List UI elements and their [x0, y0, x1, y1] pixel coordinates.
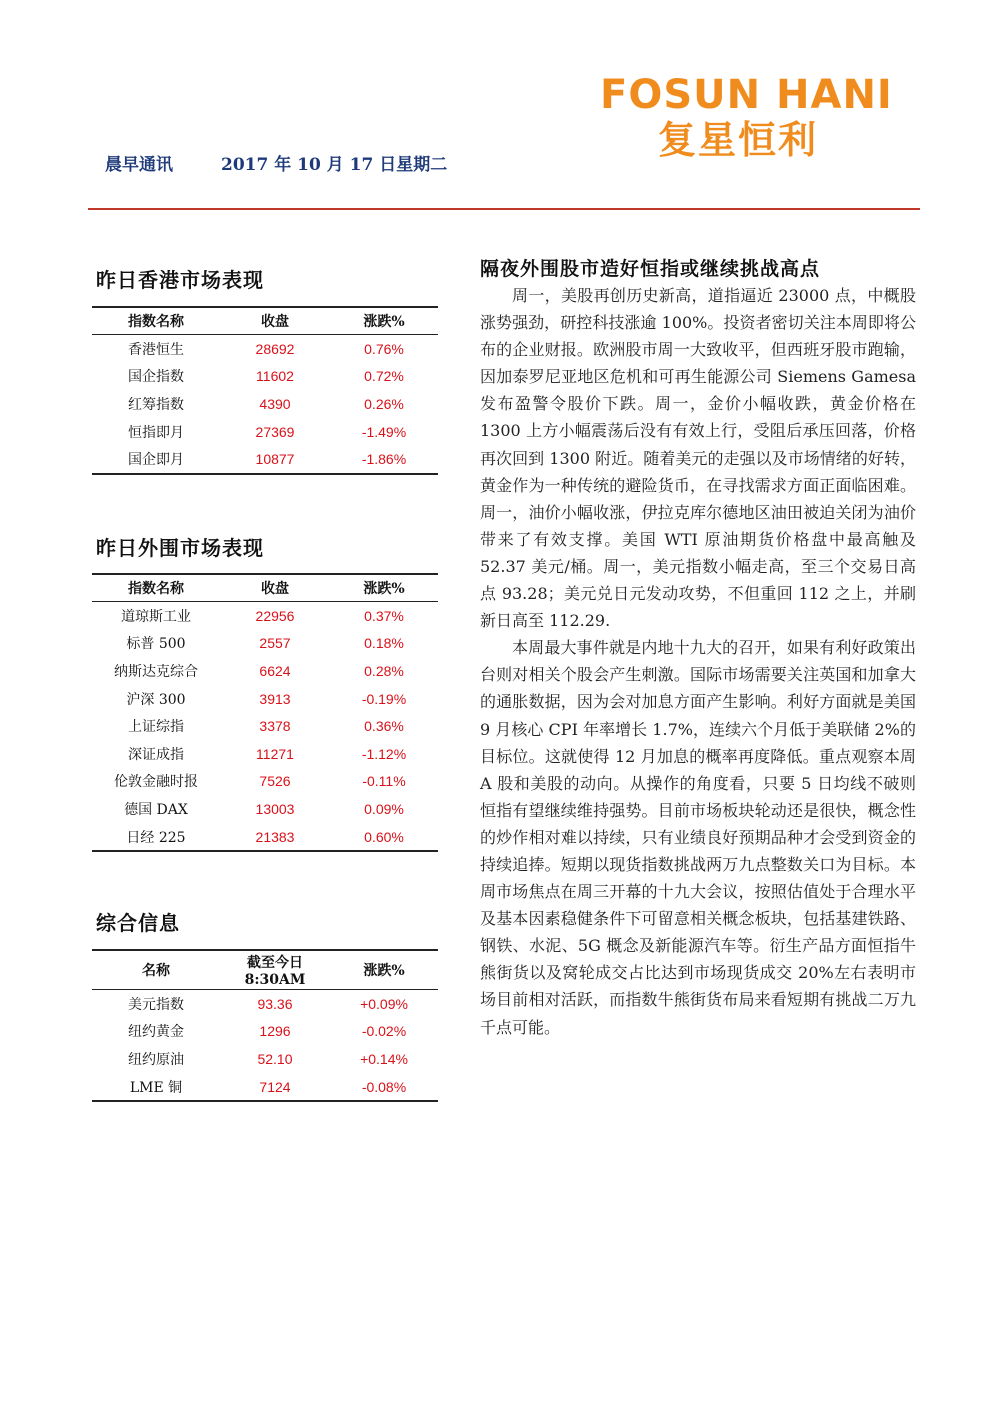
index-name-cell: 深证成指 [128, 746, 184, 763]
table-row [92, 657, 438, 685]
close-value-cell: 13003 [255, 800, 295, 817]
column-header: 指数名称 [92, 574, 220, 602]
change-percent-cell: 0.60% [364, 828, 404, 845]
column-header: 涨跌% [330, 574, 438, 602]
change-percent-cell: 0.36% [364, 718, 404, 735]
table-row [92, 630, 438, 658]
change-percent-cell: -0.02% [361, 1023, 407, 1040]
global-market-table [92, 573, 438, 852]
column-header: 指数名称 [92, 307, 220, 335]
change-percent-cell: -0.08% [361, 1078, 407, 1095]
general-info-table [92, 949, 438, 1102]
column-header: 涨跌% [330, 307, 438, 335]
change-percent-cell: 0.76% [364, 340, 404, 357]
index-name-cell: 伦敦金融时报 [114, 774, 198, 791]
change-percent-cell: 0.72% [364, 368, 404, 385]
index-name-cell: 美元指数 [128, 996, 184, 1013]
general-info-title: 综合信息 [96, 911, 180, 935]
newsletter-header [105, 150, 447, 175]
close-value-cell: 1296 [259, 1023, 291, 1040]
header-divider [88, 208, 920, 210]
logo-chinese: 复星恒利 [658, 118, 819, 162]
table-row [92, 390, 438, 418]
close-value-cell: 2557 [259, 635, 291, 652]
article-paragraph: 周一，美股再创历史新高，道指逼近 23000 点，中概股涨势强劲，研控科技涨逾 100%。投资者密切关注本周即将公布的企业财报。欧洲股市周一大致收平，但西班牙股市跑输，因加泰罗尼亚地区危机和可再生能源公司 Siemens Gamesa 发布盈警令股价下跌。周一，金价小幅收跌，黄金价格在 1300 上方小幅震荡后没有有效上行，受阻后承压回落，价格再次回到 1300 附近。随着美元的走强以及市场情绪的好转，黄金作为一种传统的避险货币，在寻找需求方面正面临困难。周一，油价小幅收涨，伊拉克库尔德地区油田被迫关闭为油价带来了有效支撑。美国 WTI 原油期货价格盘中最高触及 52.37 美元/桶。周一，美元指数小幅走高，至三个交易日高点 93.28；美元兑日元发动攻势，不但重回 112 之上，并刷新日高至 112.29. [480, 286, 916, 631]
index-name-cell: 恒指即月 [128, 424, 184, 441]
change-percent-cell: +0.09% [360, 995, 408, 1012]
close-value-cell: 4390 [259, 395, 291, 412]
close-value-cell: 22956 [255, 607, 295, 624]
close-value-cell: 3913 [259, 690, 291, 707]
table-row [92, 418, 438, 446]
hk-market-table [92, 306, 438, 475]
hk-market-title: 昨日香港市场表现 [96, 268, 264, 292]
column-header: 收盘 [220, 574, 330, 602]
close-value-cell: 21383 [255, 828, 295, 845]
close-value-cell: 3378 [259, 718, 291, 735]
close-value-cell: 11271 [256, 745, 294, 762]
table-row [92, 768, 438, 796]
change-percent-cell: 0.28% [364, 662, 404, 679]
table-row [92, 712, 438, 740]
table-row [92, 1018, 438, 1046]
index-name-cell: 沪深 300 [126, 691, 186, 708]
close-value-cell: 11602 [256, 368, 294, 385]
index-name-cell: 纳斯达克综合 [114, 663, 198, 680]
column-header: 截至今日 8:30AM [220, 950, 330, 990]
close-value-cell: 93.36 [257, 995, 293, 1012]
index-name-cell: 纽约黄金 [128, 1024, 184, 1041]
table-row [92, 990, 438, 1018]
index-name-cell: 德国 DAX [124, 801, 188, 818]
close-value-cell: 10877 [255, 451, 295, 468]
close-value-cell: 7526 [259, 773, 291, 790]
change-percent-cell: -0.11% [362, 773, 406, 790]
index-name-cell: 标普 500 [126, 636, 186, 653]
index-name-cell: 国企即月 [128, 452, 184, 469]
change-percent-cell: 0.37% [364, 607, 404, 624]
change-percent-cell: -1.86% [361, 451, 407, 468]
article-title: 隔夜外围股市造好恒指或继续挑战高点 [480, 258, 821, 280]
close-value-cell: 27369 [255, 423, 295, 440]
table-row [92, 602, 438, 630]
table-row [92, 335, 438, 363]
table-row [92, 363, 438, 391]
newsletter-date: 2017 年 10 月 17 日星期二 [221, 155, 448, 175]
close-value-cell: 28692 [255, 340, 295, 357]
change-percent-cell: +0.14% [360, 1050, 408, 1067]
change-percent-cell: 0.18% [364, 635, 404, 652]
company-logo [600, 72, 910, 162]
table-row [92, 795, 438, 823]
column-header: 收盘 [220, 307, 330, 335]
table-row [92, 445, 438, 474]
close-value-cell: 52.10 [257, 1050, 293, 1067]
article-paragraph: 本周最大事件就是内地十九大的召开，如果有利好政策出台则对相关个股会产生刺激。国际市场需要关注英国和加拿大的通胀数据，因为会对加息方面产生影响。利好方面就是美国 9 月核心 CPI 年率增长 1.7%，连续六个月低于美联储 2%的目标位。这就使得 12 月加息的概率再度降低。重点观察本周 A 股和美股的动向。从操作的角度看，只要 5 日均线不破则恒指有望继续维持强势。目前市场板块轮动还是很快，概念性的炒作相对难以持续，只有业绩良好预期品种才会受到资金的持续追捧。短期以现货指数挑战两万九点整数关口为目标。本周市场焦点在周三开幕的十九大会议，按照估值处于合理水平及基本因素稳健条件下可留意相关概念板块，包括基建铁路、钢铁、水泥、5G 概念及新能源汽车等。衍生产品方面恒指牛熊街货以及窝轮成交占比达到市场现货成交 20%左右表明市场目前相对活跃，而指数牛熊街货布局来看短期有挑战二万九千点可能。 [480, 638, 916, 1037]
close-value-cell: 7124 [259, 1078, 291, 1095]
column-header: 名称 [92, 950, 220, 990]
change-percent-cell: -1.12% [361, 745, 407, 762]
index-name-cell: 上证综指 [128, 719, 184, 736]
change-percent-cell: 0.09% [364, 800, 404, 817]
table-row [92, 1073, 438, 1102]
index-name-cell: 道琼斯工业 [121, 608, 191, 625]
table-row [92, 685, 438, 713]
table-row [92, 1045, 438, 1073]
logo-english: FOSUN HANI [600, 72, 893, 118]
index-name-cell: 纽约原油 [128, 1051, 184, 1068]
table-row [92, 823, 438, 852]
newsletter-title: 晨早通讯 [105, 155, 173, 175]
market-commentary [480, 256, 916, 1041]
index-name-cell: 香港恒生 [128, 341, 184, 358]
table-row [92, 740, 438, 768]
close-value-cell: 6624 [259, 662, 291, 679]
change-percent-cell: -0.19% [361, 690, 407, 707]
index-name-cell: 国企指数 [128, 369, 184, 386]
index-name-cell: 红筹指数 [128, 396, 184, 413]
change-percent-cell: 0.26% [364, 395, 404, 412]
index-name-cell: 日经 225 [126, 829, 186, 846]
column-header: 涨跌% [330, 950, 438, 990]
global-market-title: 昨日外围市场表现 [96, 536, 264, 560]
change-percent-cell: -1.49% [361, 423, 407, 440]
index-name-cell: LME 铜 [129, 1079, 183, 1096]
